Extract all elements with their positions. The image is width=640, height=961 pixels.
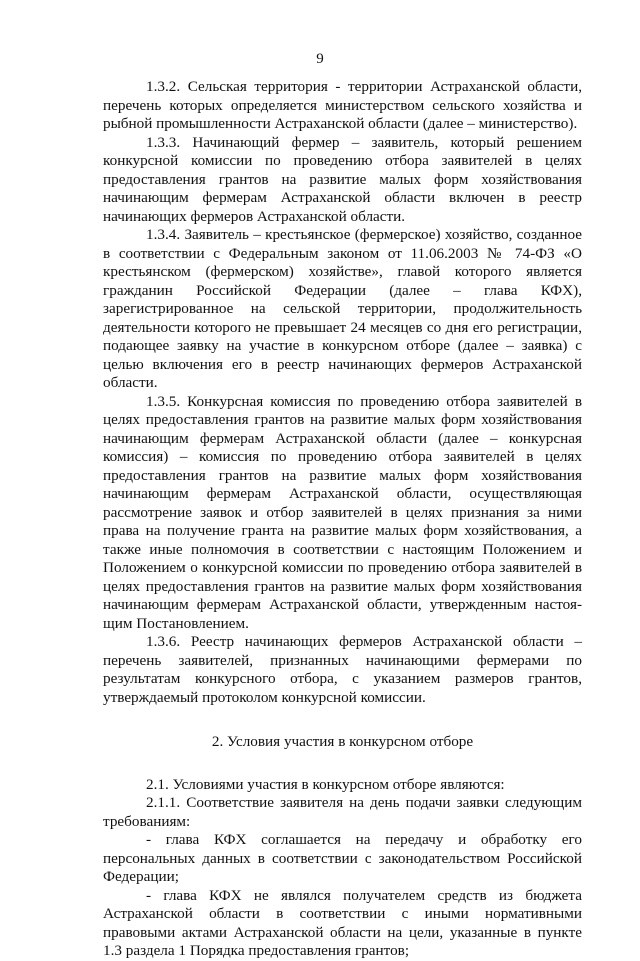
paragraph-2-1-1: 2.1.1. Соответствие заявителя на день подачи заявки следующим требованиям: (103, 794, 582, 830)
paragraph-1-3-6: 1.3.6. Реестр начинающих фермеров Астраханской области – перечень заявителей, признанных начинающими фермерами по результатам конкурсного отбора, с указанием размеров грантов, утверждаемый протоколом конкурсной комиссии. (103, 633, 582, 706)
page-number: 9 (316, 51, 324, 67)
paragraph-1-3-2: 1.3.2. Сельская территория - территории Астраханской области, перечень которых определяется министерством сельского хозяйства и рыбной промышленности Астраханской области (далее – министерство). (103, 78, 582, 132)
document-body (103, 78, 582, 961)
paragraph-1-3-3: 1.3.3. Начинающий фермер – заявитель, который решением конкурсной комиссии по проведению отбора заявителей в целях предоставления грантов на развитие малых форм хозяйствования начинающим фермерам Астраханской области включен в реестр начинающих фермеров Астраханской области. (103, 133, 582, 225)
list-item-budget-funds: - глава КФХ не являлся получателем средств из бюджета Астраханской области в соответствии с иными нормативными правовыми актами Астраханской области на цели, указанные в пункте 1.3 раздела 1 Порядка предоставления грантов; (103, 886, 582, 959)
paragraph-1-3-5: 1.3.5. Конкурсная комиссия по проведению отбора заявителей в целях предоставления грантов на развитие малых форм хозяйствования начинающим фермерам Астраханской области (далее – конкурсная комиссия) – комиссия по проведению отбора заявителей в целях предоставления грантов на развитие малых форм хозяйствования начинающим фермерам Астраханской области, осуществляющая рассмотрение заявок и отбор заявителей в целях признания за ними права на получение гранта на развитие малых форм хозяйствования, а также иные полномочия в соответствии с настоящим Положением и Положением о конкурсной комиссии по проведению отбора заявителей в целях предоставления грантов на развитие малых форм хозяйствования начинающим фермерам Астраханской области, утвержденным настоящим Постановлением. (103, 392, 582, 632)
section-heading: 2. Условия участия в конкурсном отборе (211, 733, 474, 750)
list-item-personal-data: - глава КФХ соглашается на передачу и обработку его персональных данных в соответствии с законодательством Российской Федерации; (103, 831, 582, 885)
paragraph-2-1: 2.1. Условиями участия в конкурсном отборе являются: (146, 775, 505, 793)
paragraph-1-3-4: 1.3.4. Заявитель – крестьянское (фермерское) хозяйство, созданное в соответствии с Федеральным законом от 11.06.2003 № 74-ФЗ «О крестьянском (фермерском) хозяйстве», главой которого является гражданин Российской Федерации (далее – глава КФХ), зарегистрированное на сельской территории, продолжительность деятельности которого не превышает 24 месяцев со дня его регистрации, подающее заявку на участие в конкурсном отборе (далее – заявка) с целью включения его в реестр начинающих фермеров Астраханской области. (103, 226, 582, 391)
